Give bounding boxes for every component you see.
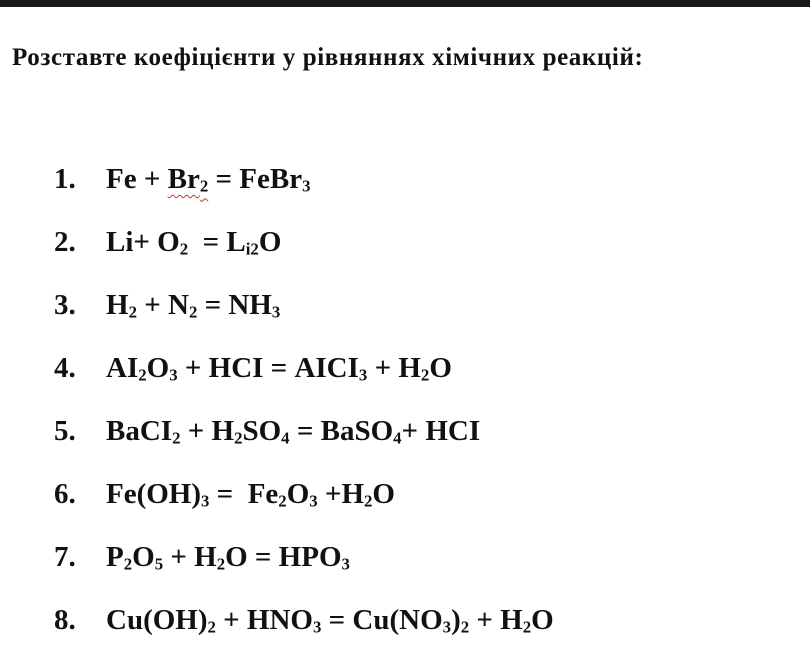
formula-text: O = HPO — [225, 541, 342, 573]
formula-text: AI — [106, 352, 139, 384]
formula-text: O — [286, 478, 310, 510]
subscript: 3 — [358, 365, 368, 385]
subscript: 5 — [154, 554, 164, 574]
equation-text — [106, 528, 350, 586]
formula-text: O — [531, 604, 554, 636]
formula-text: + N — [136, 289, 189, 321]
subscript: 2 — [138, 365, 147, 385]
equation-text — [106, 339, 452, 397]
equation-item — [54, 402, 794, 465]
subscript: 2 — [199, 176, 209, 196]
subscript: 3 — [201, 491, 210, 511]
subscript: 2 — [172, 428, 181, 448]
formula-text: + HNO — [215, 604, 313, 636]
equation-number: 8. — [54, 604, 76, 636]
equation-number: 4. — [54, 352, 76, 384]
formula-text: Fe(OH) — [106, 478, 202, 510]
formula-text: O — [132, 541, 155, 573]
equation-text — [106, 276, 280, 334]
subscript: 3 — [309, 491, 318, 511]
formula-text: + H — [469, 604, 523, 636]
subscript: 2 — [234, 428, 243, 448]
equation-item — [54, 465, 794, 528]
formula-text: = L — [188, 226, 246, 258]
subscript: 2 — [420, 365, 430, 385]
formula-text: SO — [242, 415, 282, 447]
equation-number: 1. — [54, 163, 76, 195]
subscript: 3 — [442, 617, 452, 637]
formula-text: + HCI = AICI — [177, 352, 359, 384]
subscript: 2 — [128, 302, 137, 322]
subscript: 2 — [207, 617, 216, 637]
subscript: 2 — [460, 617, 470, 637]
subscript: 2 — [179, 239, 189, 259]
subscript: 2 — [216, 554, 226, 574]
subscript: 3 — [271, 302, 281, 322]
subscript: 2 — [123, 554, 133, 574]
subscript: 2 — [278, 491, 287, 511]
formula-text: = BaSO — [289, 415, 394, 447]
top-border — [0, 0, 810, 7]
formula-text: O — [146, 352, 170, 384]
equation-item — [54, 339, 794, 402]
subscript: 4 — [281, 428, 290, 448]
formula-text: Br — [167, 163, 200, 195]
formula-text: = FeBr — [208, 163, 303, 195]
formula-text: O — [372, 478, 395, 510]
subscript: 3 — [169, 365, 178, 385]
equation-text — [106, 402, 480, 460]
equation-text — [106, 591, 554, 649]
formula-text: + HCI — [401, 415, 481, 447]
formula-text: P — [106, 541, 124, 573]
subscript: 2 — [364, 491, 373, 511]
formula-text: ) — [451, 604, 461, 636]
formula-text: O — [429, 352, 452, 384]
equation-item — [54, 213, 794, 276]
equation-text — [106, 465, 395, 523]
formula-text: = Cu(NO — [321, 604, 443, 636]
subscript: 2 — [188, 302, 198, 322]
subscript: i2 — [245, 239, 259, 259]
equation-item — [54, 528, 794, 591]
equation-item — [54, 150, 794, 213]
equation-number: 5. — [54, 415, 76, 447]
equation-text — [106, 213, 281, 271]
formula-text: Fe + — [106, 163, 168, 195]
equation-number: 2. — [54, 226, 76, 258]
subscript: 4 — [393, 428, 402, 448]
equation-number: 6. — [54, 478, 76, 510]
formula-text: BaCI — [106, 415, 173, 447]
subscript: 3 — [302, 176, 311, 196]
equation-text — [106, 150, 310, 208]
formula-text: Li+ O — [106, 226, 180, 258]
page-title: Розставте коефіцієнти у рівняннях хімічних реакцій: — [12, 44, 644, 71]
equation-number: 7. — [54, 541, 76, 573]
formula-text: + H — [163, 541, 217, 573]
formula-text: = Fe — [209, 478, 279, 510]
equation-item — [54, 276, 794, 339]
formula-text: = NH — [197, 289, 272, 321]
formula-text: + H — [367, 352, 421, 384]
subscript: 3 — [313, 617, 322, 637]
subscript: 3 — [341, 554, 350, 574]
formula-text: Cu(OH) — [106, 604, 208, 636]
equation-list — [54, 150, 794, 654]
equation-number: 3. — [54, 289, 76, 321]
formula-text: H — [106, 289, 129, 321]
equation-item — [54, 591, 794, 654]
formula-text: + H — [180, 415, 235, 447]
formula-text: +H — [317, 478, 365, 510]
formula-text: O — [258, 226, 282, 258]
subscript: 2 — [522, 617, 532, 637]
